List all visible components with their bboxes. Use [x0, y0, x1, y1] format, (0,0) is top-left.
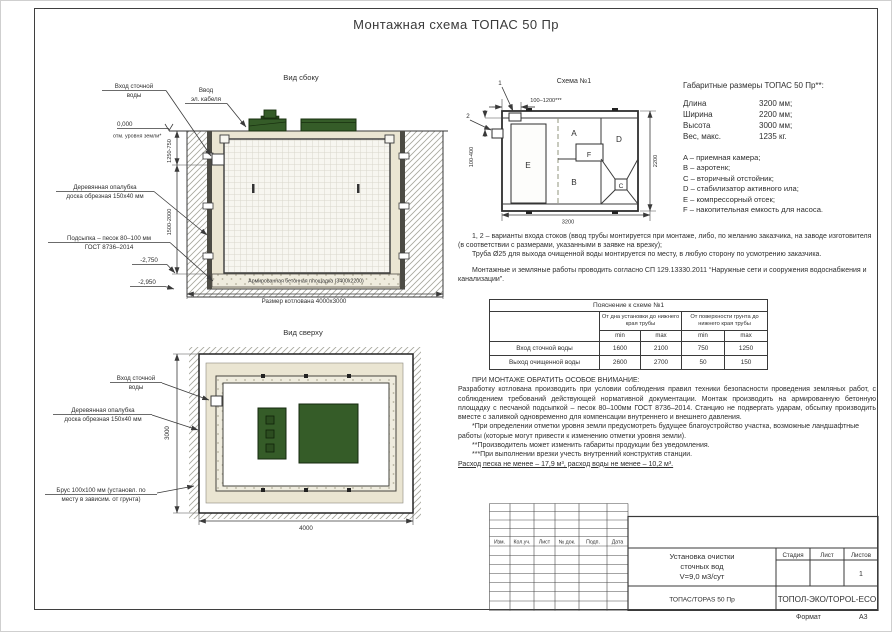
table-row — [490, 342, 768, 356]
pit-dimension: Размер котлована 4000х3000 — [261, 298, 347, 305]
stage-label: Стадия — [782, 552, 804, 559]
compartment-legend — [683, 153, 879, 215]
legend-item: C – вторичный отстойник; — [683, 173, 774, 183]
dim-label: Высота — [683, 121, 711, 130]
cell: 750 — [682, 342, 725, 356]
pad-label: Армированная бетонная площадка (3400х2200) — [248, 278, 364, 285]
bedding-callout-l2: ГОСТ 8736–2014 — [84, 244, 134, 251]
legend-item: F – накопительная емкость для насоса. — [683, 205, 824, 215]
revision-table — [490, 504, 629, 611]
attention-footnote-1: *При определении отметки уровня земли предусмотреть будущее благоустройство участка, возможные ландшафтные работы (которые могут привести к изменению отметки уровня земли). — [458, 423, 860, 440]
attention-paragraph: Разработку котлована производить при условии соблюдения правил техники безопасности проведения земляных работ, с соблюдением требований действующей нормативной документации. Монтаж производить на армированную бетонную площадку с песчаной подсыпкой – песок 80–100мм ГОСТ 8736–2014. Станцию не подвергать ударам, обсыпку производить вместе с заливкой одновременно для компенсации внутреннего и внешнего давления. — [458, 386, 876, 422]
note-outlet-pipe: Труба Ø25 для выхода очищенной воды монтируется по месту, в любую сторону по усмотрению заказчика. — [472, 251, 822, 258]
sheet-label: Лист — [820, 552, 834, 559]
dimension-row — [683, 98, 879, 109]
compartment-b: B — [571, 178, 577, 187]
legend-item: B – аэротенк; — [683, 163, 731, 173]
scheme-tank — [492, 108, 638, 214]
title-block — [489, 503, 879, 611]
cable-callout-l2: эл. кабеля — [190, 96, 222, 103]
formwork-callout-top-l2: доска обрезная 150х40 мм — [64, 416, 142, 423]
inlet-callout-l1: Вход сточной — [114, 83, 154, 90]
dim-value: 3200 мм; — [759, 99, 793, 108]
dim-bottom: 3200 — [561, 219, 575, 226]
dim-right: 2200 — [653, 154, 659, 168]
compartment-a: A — [571, 129, 577, 138]
dim-upper: 1250-750 — [167, 139, 173, 163]
sheets-value: 1 — [859, 571, 863, 578]
bedding-callout-l1: Подсыпка – песок 80–100 мм — [66, 235, 152, 242]
top-view-lids — [258, 404, 358, 463]
zero-elevation-note: отм. уровня земли* — [113, 133, 162, 140]
cell: 50 — [682, 356, 725, 370]
page-title: Монтажная схема ТОПАС 50 Пр — [353, 17, 559, 32]
cell: 2700 — [641, 356, 682, 370]
legend-item: A – приемная камера; — [683, 153, 761, 162]
title-block-grid — [489, 503, 879, 611]
doc-title-l1: Установка очистки — [669, 552, 735, 561]
max-header: max — [641, 331, 682, 342]
model-name: ТОПАС/TOPAS 50 Пр — [669, 596, 735, 604]
cell: 1250 — [725, 342, 768, 356]
pipe-table-corner — [490, 312, 600, 342]
compartment-d: D — [616, 135, 622, 144]
marker-2: 2 — [466, 113, 470, 120]
cell: 2100 — [641, 342, 682, 356]
legend-item: D – стабилизатор активного ила; — [683, 184, 799, 194]
zero-elevation: 0,000 — [117, 121, 133, 128]
doc-title-l3: V=9,0 м3/сут — [679, 572, 725, 581]
dim-4000: 4000 — [299, 525, 313, 532]
company-name: ТОПОЛ-ЭКО/TOPOL-ECO — [777, 595, 877, 604]
vent-cap — [264, 110, 276, 118]
dim-3000: 3000 — [164, 426, 171, 440]
rev-header-list: Лист — [538, 539, 551, 546]
compartment-e: E — [525, 161, 531, 170]
consumption-note: Расход песка не менее – 17,9 м³, расход воды не менее – 10,2 м³. — [458, 460, 674, 468]
note-sp-standard: Монтажные и земляные работы проводить согласно СП 129.13330.2011 “Наружные сети и сооружения водоснабжения и канализации”. — [458, 267, 867, 283]
row-label: Вход сточной воды — [490, 342, 600, 356]
beam-callout-l2: месту в зависим. от грунта) — [61, 496, 141, 503]
inlet-callout-l2: воды — [126, 92, 142, 99]
dim-label: Ширина — [683, 110, 713, 119]
table-row — [490, 356, 768, 370]
pipe-table-group2: От поверхности грунта до нижнего края трубы — [682, 312, 768, 331]
beam-callout-l1: Брус 100х100 мм (установл. по — [56, 487, 146, 494]
doc-title-l2: сточных вод — [680, 562, 724, 571]
legend-item: E – компрессорный отсек; — [683, 194, 775, 204]
inlet-pipe-stub — [212, 154, 224, 165]
attention-footnote-3: ***При выполнении врезки учесть внутренний конструктив станции. — [472, 451, 693, 459]
attention-block — [458, 376, 876, 469]
pipe-table-group1: От дна установки до нижнего края трубы — [600, 312, 682, 331]
tank-body — [212, 135, 394, 273]
pipe-table-title: Пояснение к схеме №1 — [490, 300, 768, 312]
inlet-option-1 — [509, 113, 521, 121]
row-label: Выход очищенной воды — [490, 356, 600, 370]
format-label: Формат — [796, 614, 821, 621]
min-header: min — [682, 331, 725, 342]
max-header: max — [725, 331, 768, 342]
scheme-drawing — [456, 69, 688, 229]
stamp — [628, 517, 878, 611]
cable-callout-l1: Ввод — [198, 87, 214, 94]
attention-title: ПРИ МОНТАЖЕ ОБРАТИТЬ ОСОБОЕ ВНИМАНИЕ: — [472, 377, 640, 384]
inlet-callout-top-l2: воды — [128, 384, 144, 391]
top-view-drawing — [36, 323, 456, 563]
rev-header-ndok: № док. — [558, 539, 576, 546]
note-variants: 1, 2 – варианты входа стоков (ввод трубы монтируется при монтаже, либо, по желанию заказчика, на заводе изготовителя (в соответствии с размерами, указанными в заявке на врезку); — [458, 233, 872, 249]
inlet-callout-top-l1: Вход сточной — [116, 375, 156, 382]
dimensions-title: Габаритные размеры ТОПАС 50 Пр**: — [683, 81, 824, 90]
rev-header-data: Дата — [611, 539, 624, 546]
dim-value: 3000 мм; — [759, 121, 793, 130]
top-view-label: Вид сверху — [283, 328, 323, 337]
dim-value: 1235 кг. — [759, 132, 787, 141]
large-lid-top — [299, 404, 358, 463]
dim-label: Длина — [683, 99, 707, 108]
side-view-label: Вид сбоку — [283, 73, 319, 82]
inlet-pipe-stub-top — [211, 396, 222, 406]
dim-top: 100–1200*** — [530, 98, 562, 104]
formwork-callout-top-l1: Деревянная опалубка — [71, 407, 135, 414]
large-lid — [301, 119, 356, 131]
dimension-row — [683, 109, 879, 120]
dim-value: 2200 мм; — [759, 110, 793, 119]
dimension-row — [683, 131, 879, 142]
tank-lids — [249, 110, 356, 131]
cell: 1600 — [600, 342, 641, 356]
sheets-label: Листов — [850, 552, 872, 559]
notes-block — [458, 232, 876, 284]
dimension-row — [683, 120, 879, 131]
format-value: А3 — [859, 614, 868, 621]
marker-1: 1 — [498, 80, 502, 87]
small-lid — [249, 119, 286, 131]
side-view-drawing — [36, 56, 456, 350]
rev-header-izm: Изм. — [493, 539, 506, 546]
rev-header-koluch: Кол.уч. — [513, 539, 531, 546]
dim-left: 100-400 — [469, 146, 475, 168]
cell: 150 — [725, 356, 768, 370]
compartment-f: F — [586, 152, 592, 159]
attention-footnote-2: **Производитель может изменить габариты продукции без уведомления. — [472, 442, 710, 450]
scheme-label: Схема №1 — [556, 78, 592, 85]
inlet-option-2 — [492, 129, 503, 138]
rev-header-podp: Подп. — [586, 539, 600, 546]
elevation-bottom: -2,950 — [138, 279, 156, 286]
top-view-callouts — [45, 375, 209, 503]
elevation-pad: -2,750 — [140, 257, 158, 264]
formwork-callout-l1: Деревянная опалубка — [73, 184, 137, 191]
dim-lower: 1500-2000 — [167, 208, 173, 236]
min-header: min — [600, 331, 641, 342]
compartment-c: C — [618, 183, 624, 190]
dimensions-info — [683, 80, 879, 215]
cell: 2600 — [600, 356, 641, 370]
concrete-pad — [212, 274, 400, 287]
dim-label: Вес, макс. — [683, 132, 721, 141]
formwork-callout-l2: доска обрезная 150х40 мм — [66, 193, 144, 200]
pipe-table — [489, 299, 768, 370]
